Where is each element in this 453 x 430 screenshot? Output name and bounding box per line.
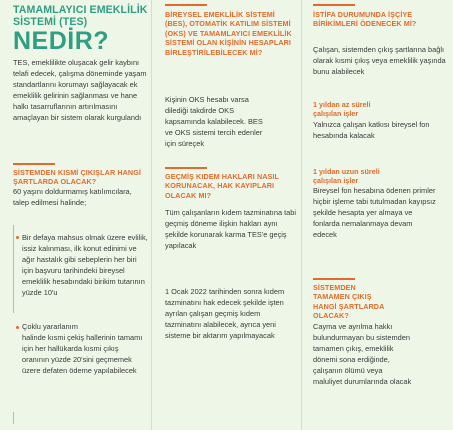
intro-text: TES, emeklilikte oluşacak gelir kaybını telafi edecek, çalışma döneminde yaşam standartlarını korumayı sağlayacak ek emeklilik gelirinin sağlanması ve hane halkı tasarruflarının artırılmasını amaçlayan bir sistem olarak kurgulandı [13, 58, 147, 122]
resignation-title: İSTİFA DURUMUNDA İŞÇİYE BİRİKİMLERİ ÖDENECEK Mİ? [313, 10, 417, 29]
full-exit-title: SİSTEMDEN TAMAMEN ÇIKIŞ HANGİ ŞARTLARDA OLACAK? [313, 283, 385, 321]
section-rule [313, 4, 355, 6]
short-term-work-text: Yalnızca çalışan katkısı bireysel fon hesabında kalacak [313, 120, 430, 140]
column-divider-1 [151, 0, 152, 430]
full-exit-text: Cayma ve ayrılma hakkı bulundurmayan bu sistemden tamamen çıkış, emeklilik dönemi sona erdiğinde, çalışanın ölümü veya maluliyet durumlarında olacak [313, 322, 412, 386]
account-merge-text: Kişinin OKS hesabı varsa dilediği takdirde OKS kapsamında kalabilecek. BES ve OKS sistemi tercih edenler için süreçek [165, 95, 263, 148]
resignation-text: Çalışan, sistemden çıkış şartlarına bağlı olarak kısmi çıkış veya emeklilik yaşında bunu alabilecek [313, 45, 446, 76]
list-accent-bar [13, 412, 14, 424]
severance-text-1: Tüm çalışanların kıdem tazminatına tabi geçmiş döneme ilişkin hakları aynı şekilde korunarak karma TES'e geçiş yapılacak [165, 208, 297, 250]
bullet-icon [16, 326, 19, 329]
partial-withdrawal-item-2-label: Çoklu yararlanım [22, 322, 78, 331]
intro-title: TAMAMLAYICI EMEKLİLİK SİSTEMİ (TES) [13, 4, 148, 28]
bullet-icon [16, 236, 19, 239]
account-merge-title: BİREYSEL EMEKLİLİK SİSTEMİ (BES), OTOMATİK KATILIM SİSTEMİ (OKS) VE TAMAMLAYICI EMEKLİLİK SİSTEMİ OLAN KİŞİNİN HESAPLARI BİRLEŞTİRİLEBİLECEK Mİ? [165, 10, 292, 57]
list-accent-bar [13, 225, 14, 313]
section-rule [13, 163, 55, 165]
severance-text-2: 1 Ocak 2022 tarihinden sonra kıdem tazminatını hak edecek şekilde işten ayrılan çalışan geçmiş kıdem tazminatını alabilecek, ayrıca yeni sisteme bir aktarım yapılmayacak [165, 287, 285, 340]
partial-withdrawal-item-2: halinde kısmi çekiş hallerinin tamamı için her hallükarda kısmi çıkış oranının yüzde 20'sini geçmemek üzere defaten ödeme yapılabilecek [22, 333, 143, 375]
section-rule [313, 278, 355, 280]
intro-heading: NEDİR? [13, 27, 110, 55]
severance-title: GEÇMİŞ KIDEM HAKLARI NASIL KORUNACAK, HAK KAYIPLARI OLACAK MI? [165, 172, 279, 200]
partial-withdrawal-item-1: Bir defaya mahsus olmak üzere evlilik, issiz kalınması, ilk konut edinimi ve ağır hastalık gibi sebeplerin her biri için başvuru tarihindeki bireysel emeklilik hesabındaki birikim tutarının yüzde 10'u [22, 233, 148, 297]
section-rule [165, 167, 207, 169]
long-term-work-title: 1 yıldan uzun süreli çalışılan işler [313, 167, 380, 186]
partial-withdrawal-title: SİSTEMDEN KISMİ ÇIKIŞLAR HANGİ ŞARTLARDA OLACAK? [13, 168, 141, 187]
long-term-work-text: Bireysel fon hesabına ödenen primler hiçbir işleme tabi tutulmadan kayıpsız şekilde hesapta yer almaya ve fonlarda nemalanmaya devam edecek [313, 186, 436, 239]
section-rule [165, 4, 207, 6]
short-term-work-title: 1 yıldan az süreli çalışılan işler [313, 100, 371, 119]
column-divider-2 [301, 0, 302, 430]
partial-withdrawal-intro: 60 yaşını doldurmamış katılımcılara, talep edilmesi halinde; [13, 187, 132, 207]
